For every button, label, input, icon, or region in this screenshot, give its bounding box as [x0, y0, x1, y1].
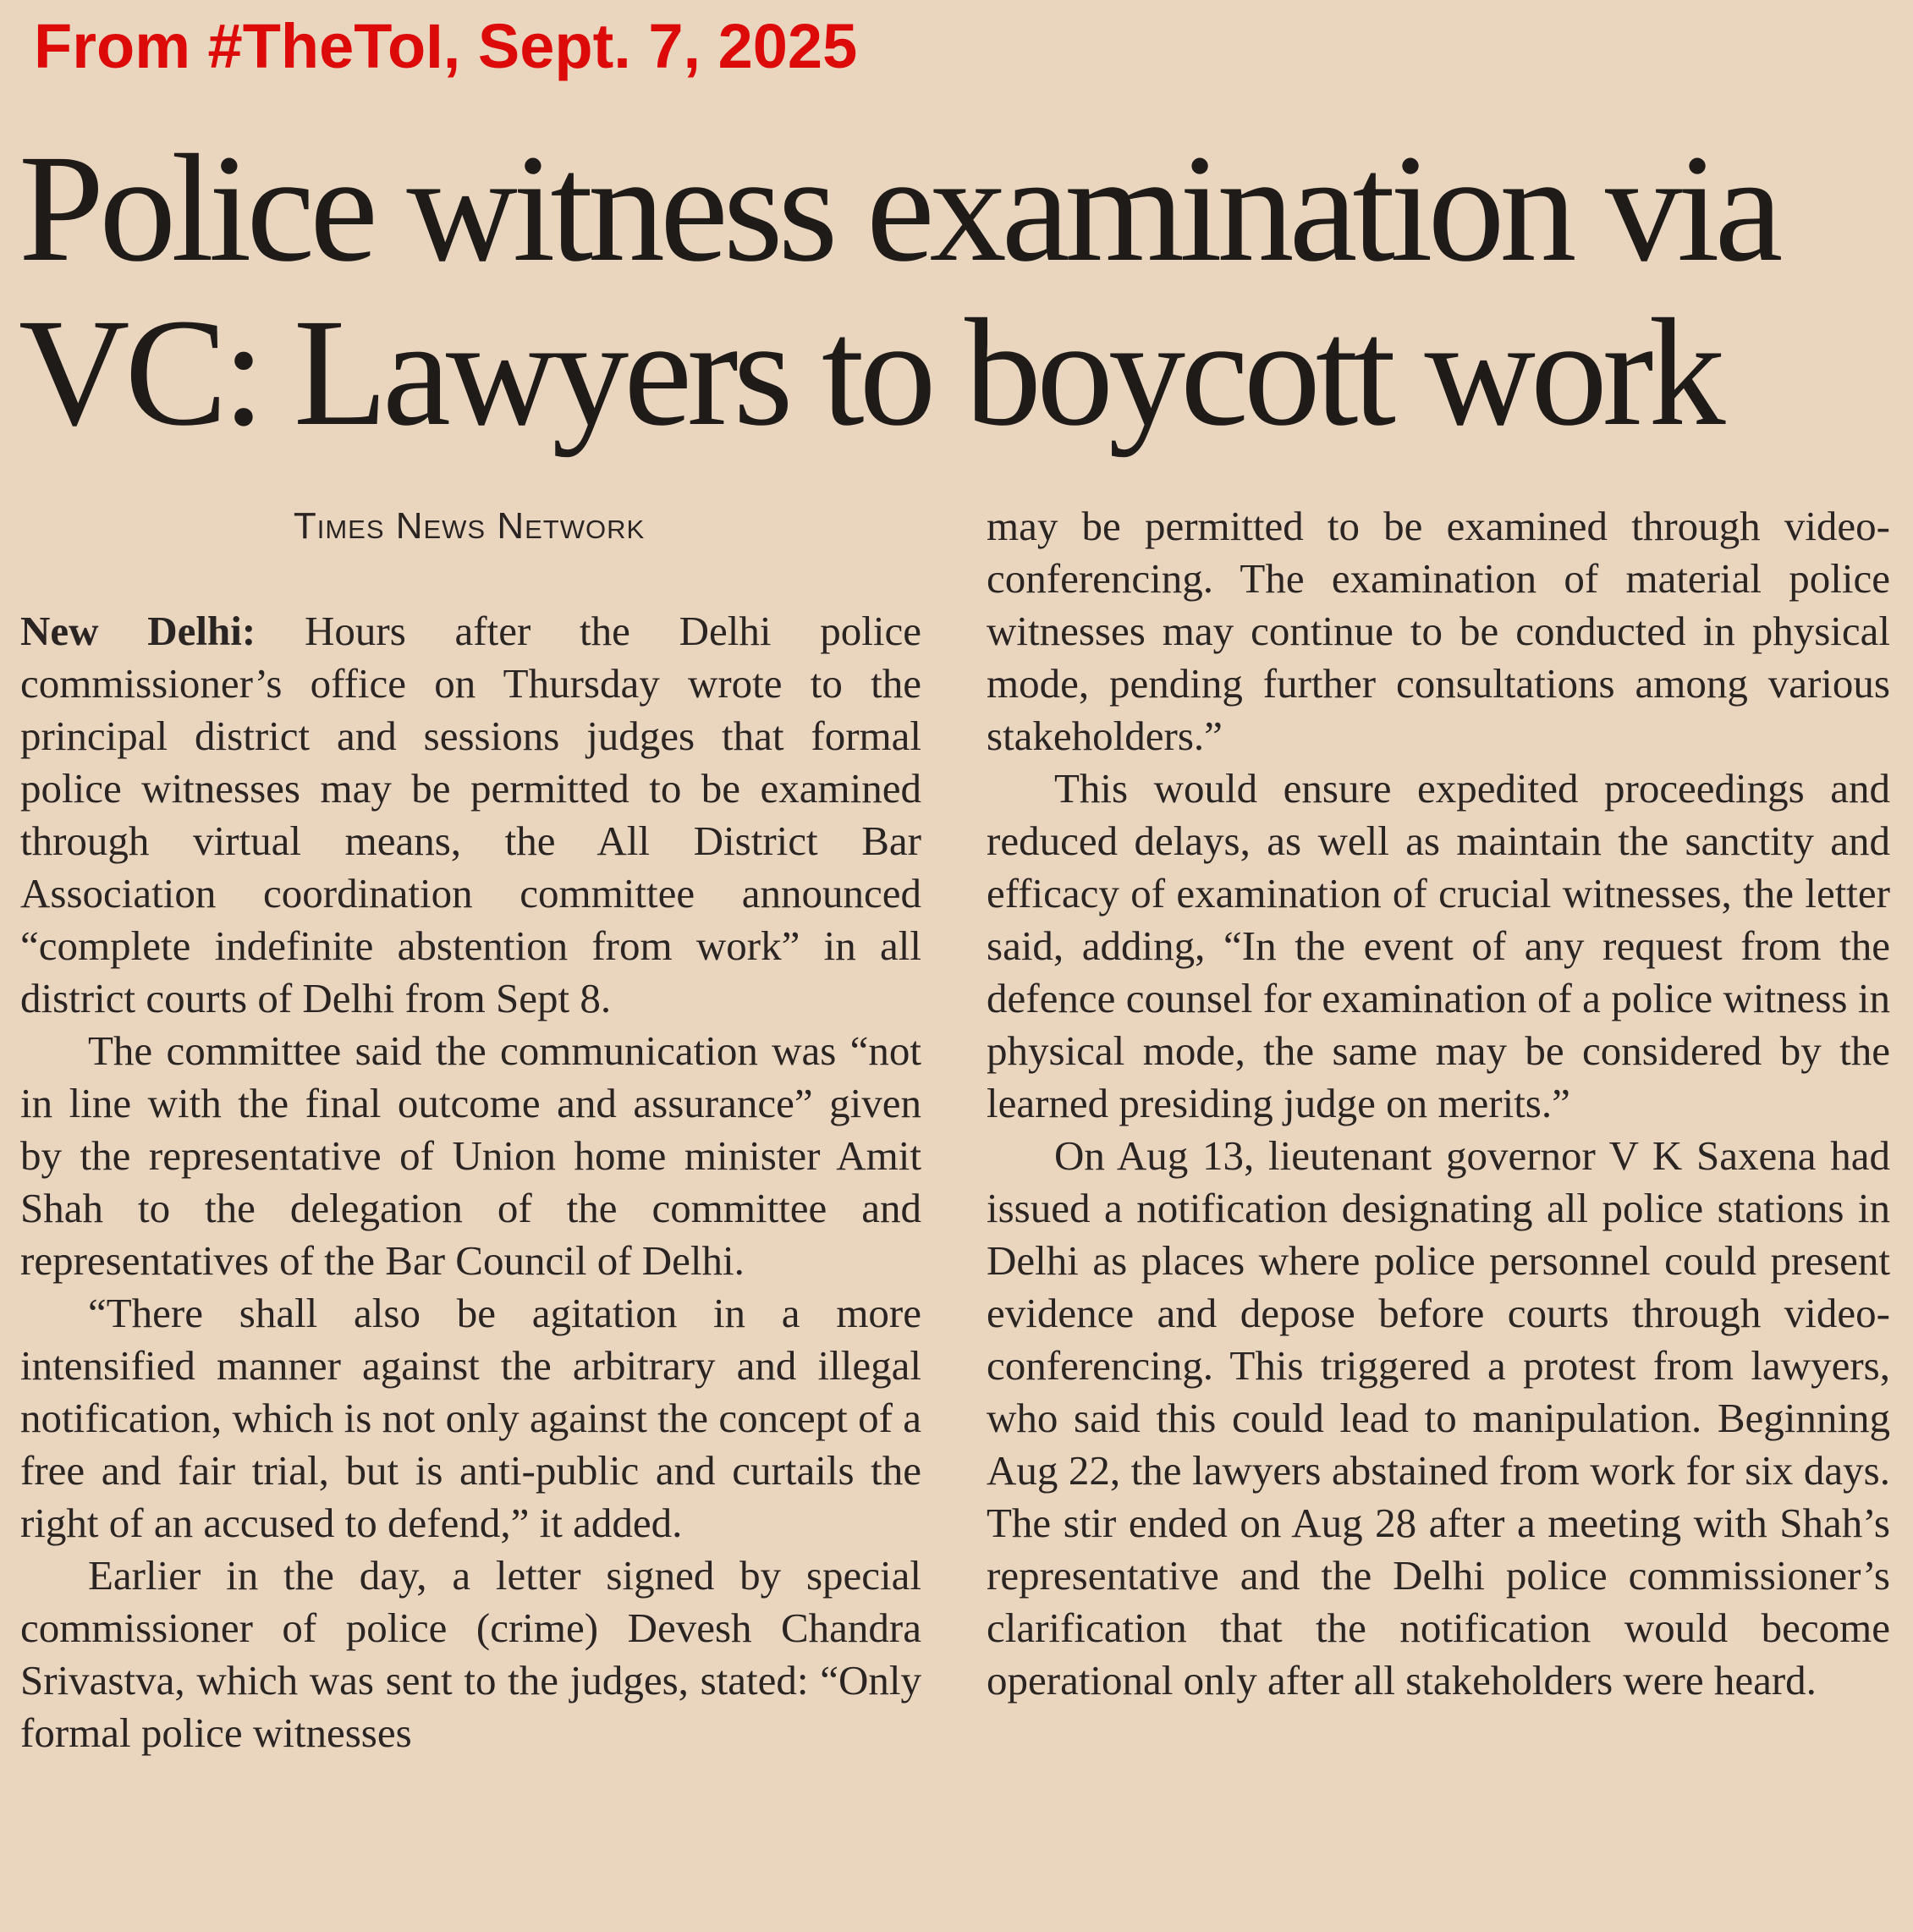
article-column-left: [20, 605, 921, 1759]
paragraph-text: Hours after the Delhi police commissioner’s office on Thursday wrote to the principal district and sessions judges that formal police witnesses may be permitted to be examined through virtual means, the All District Bar Association coordination committee announced “complete indefinite abstention from work” in all district courts of Delhi from Sept 8.: [20, 608, 922, 1021]
article-paragraph: The committee said the communication was “not in line with the final outcome and assurance” given by the representative of Union home minister Amit Shah to the delegation of the committee and representatives of the Bar Council of Delhi.: [20, 1027, 921, 1284]
article-column-right: [987, 500, 1890, 1707]
article-paragraph: Earlier in the day, a letter signed by special commissioner of police (crime) Devesh Chandra Srivastva, which was sent to the judges, stated: “Only formal police witnesses: [20, 1552, 921, 1756]
article-paragraph: may be permitted to be examined through video-conferencing. The examination of material police witnesses may continue to be conducted in physical mode, pending further consultations among various stakeholders.”: [987, 503, 1890, 759]
dateline: New Delhi:: [20, 608, 256, 654]
article-paragraph: “There shall also be agitation in a more intensified manner against the arbitrary and illegal notification, which is not only against the concept of a free and fair trial, but is anti-public and curtails the right of an accused to defend,” it added.: [20, 1290, 921, 1546]
source-tag: From #TheToI, Sept. 7, 2025: [34, 11, 858, 81]
headline-line-2: VC: Lawyers to boycott work: [19, 288, 1721, 458]
headline-line-1: Police witness examination via: [19, 124, 1778, 294]
article-paragraph: This would ensure expedited proceedings and reduced delays, as well as maintain the sanctity and efficacy of examination of crucial witnesses, the letter said, adding, “In the event of any request from the defence counsel for examination of a police witness in physical mode, the same may be considered by the learned presiding judge on merits.”: [987, 765, 1890, 1126]
byline: Times News Network: [293, 505, 646, 547]
article-paragraph: On Aug 13, lieutenant governor V K Saxena had issued a notification designating all police stations in Delhi as places where police personnel could present evidence and depose before courts through video-conferencing. This triggered a protest from lawyers, who said this could lead to manipulation. Beginning Aug 22, the lawyers abstained from work for six days. The stir ended on Aug 28 after a meeting with Shah’s representative and the Delhi police commissioner’s clarification that the notification would become operational only after all stakeholders were heard.: [987, 1132, 1890, 1704]
headline: [19, 124, 1905, 458]
article-paragraph: [20, 605, 921, 1025]
